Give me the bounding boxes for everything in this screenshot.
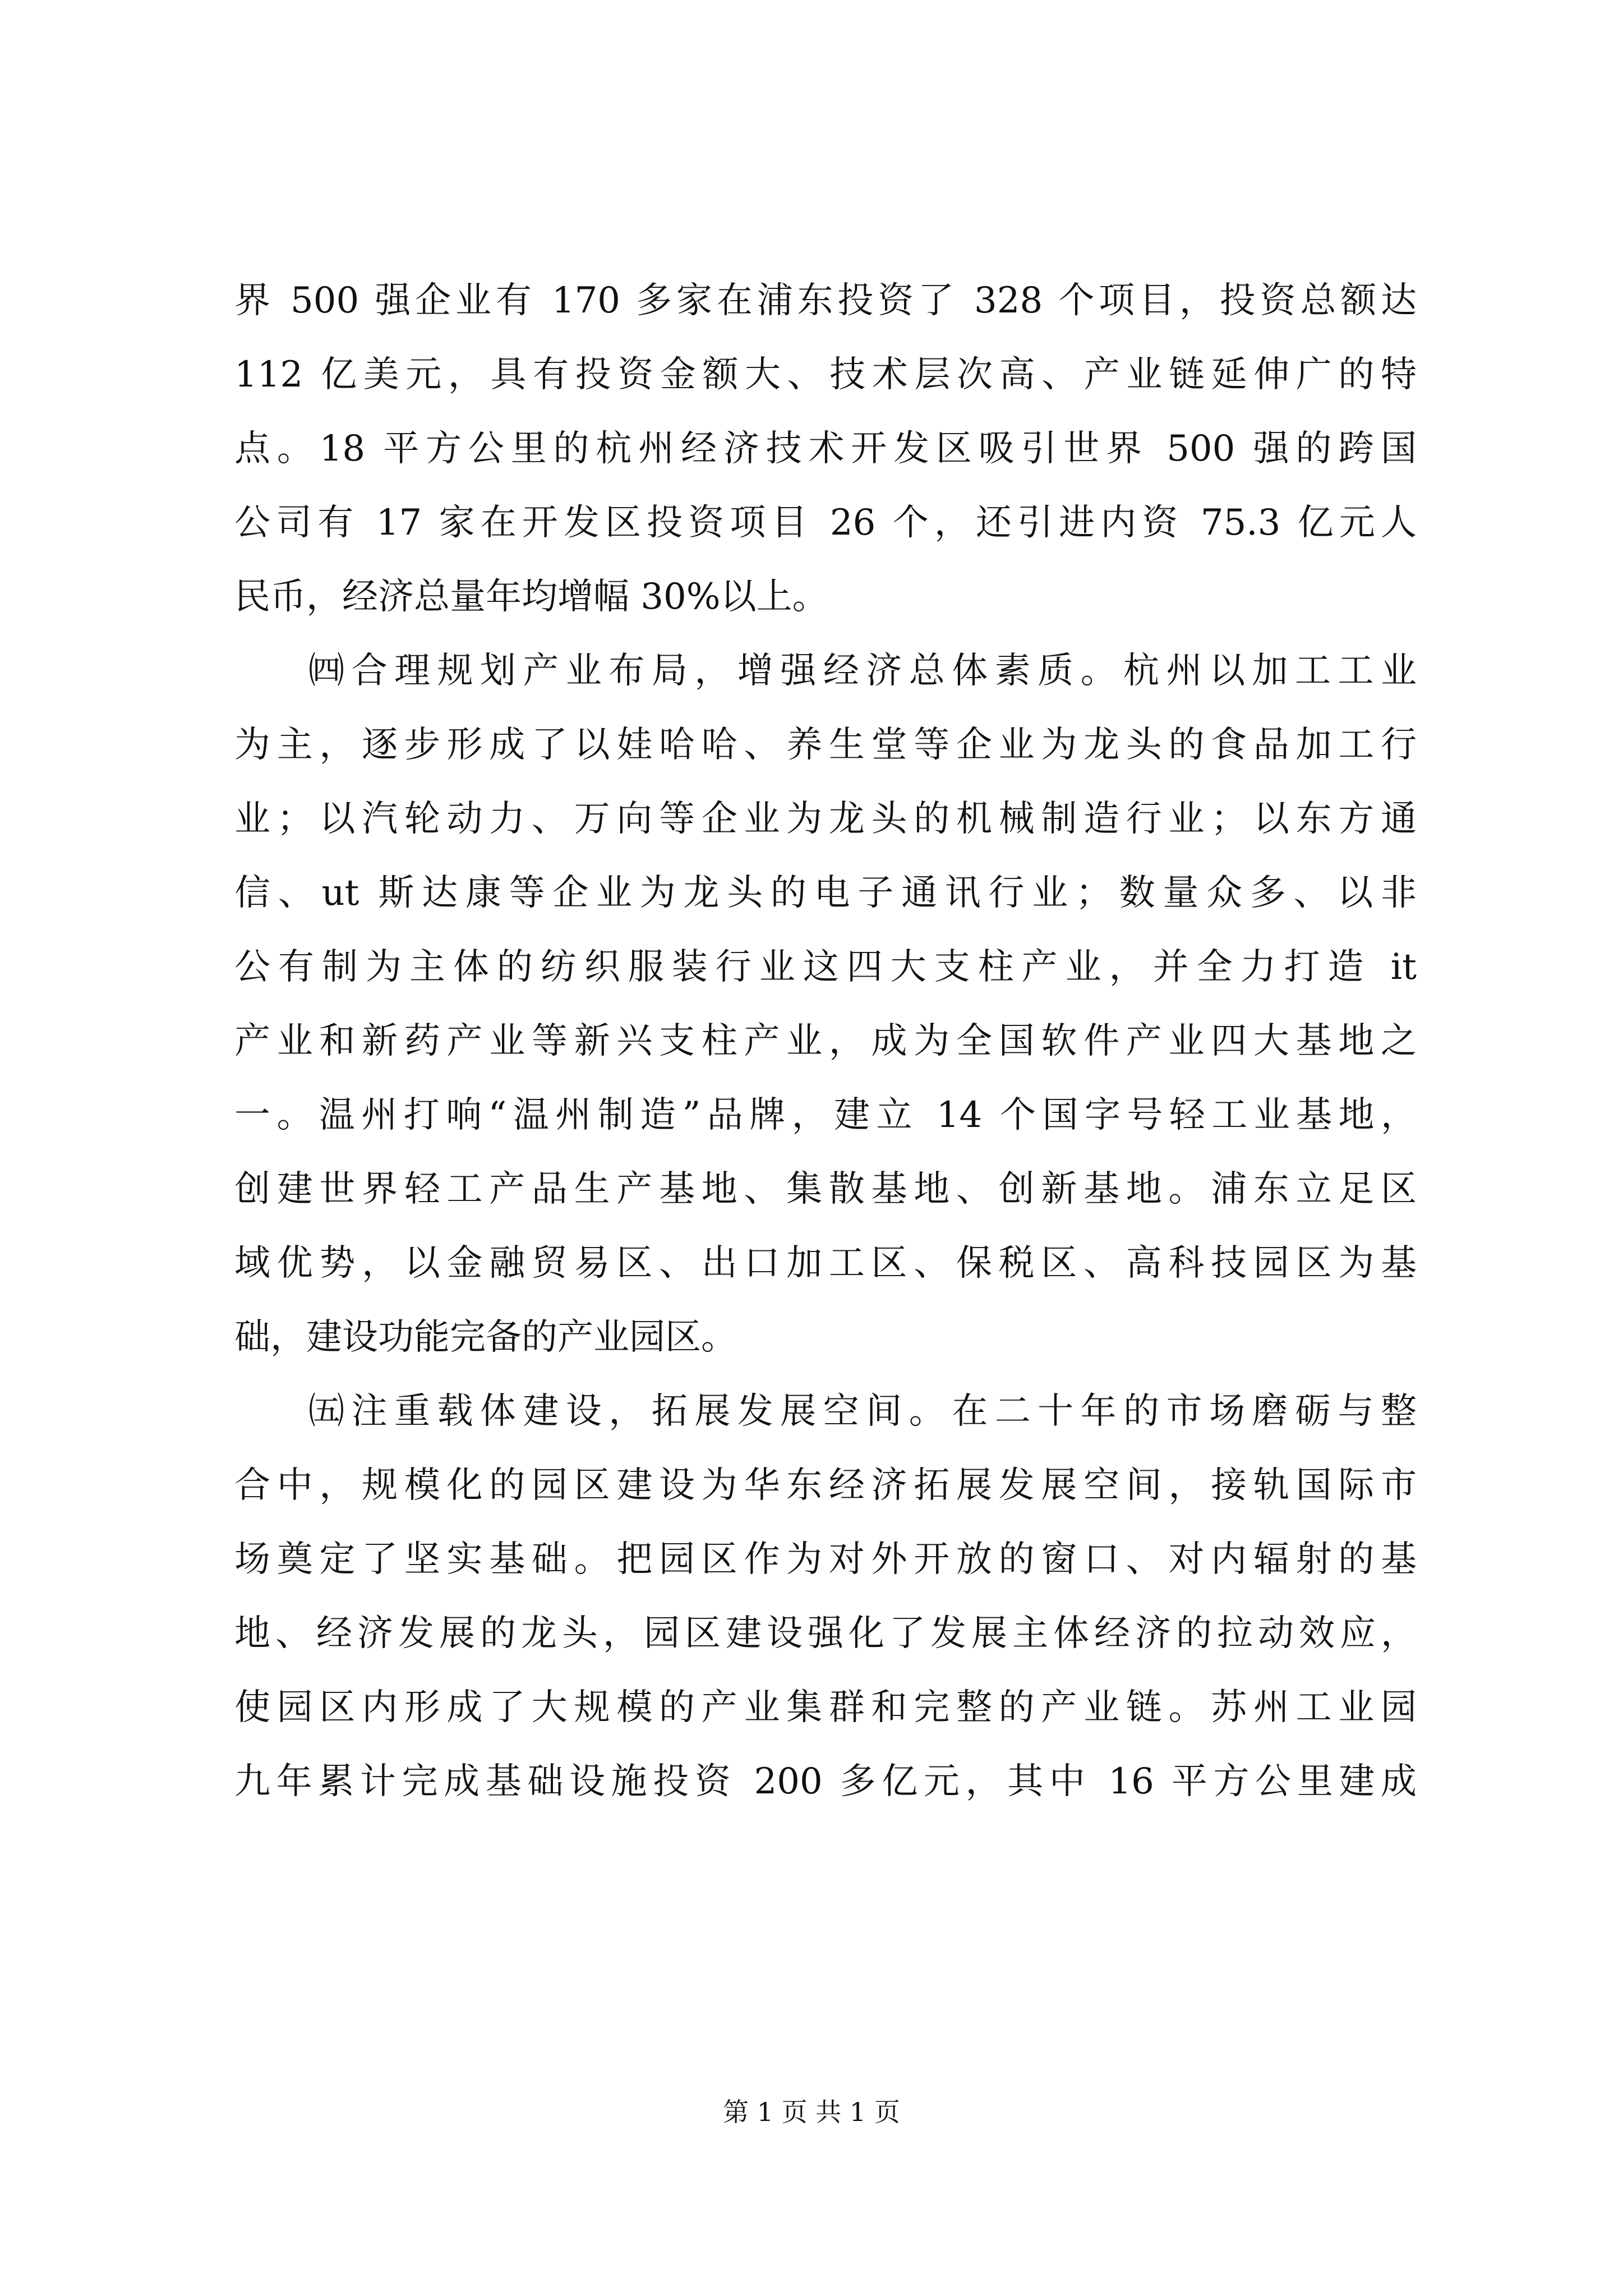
- text-line-4: 公司有 17 家在开发区投资项目 26 个，还引进内资 75.3 亿元人: [234, 502, 1417, 544]
- text-line-13: 创建世界轻工产品生产基地、集散基地、创新基地。浦东立足区: [234, 1168, 1417, 1210]
- page-footer: 第 1 页 共 1 页: [723, 2097, 900, 2127]
- text-line-12: 一。温州打响“温州制造”品牌，建立 14 个国字号轻工业基地，: [234, 1094, 1417, 1136]
- text-line-14: 域优势，以金融贸易区、出口加工区、保税区、高科技园区为基: [234, 1243, 1417, 1284]
- text-line-21: 九年累计完成基础设施投资 200 多亿元，其中 16 平方公里建成: [234, 1761, 1417, 1802]
- text-line-1: 界 500 强企业有 170 多家在浦东投资了 328 个项目，投资总额达: [234, 280, 1417, 321]
- text-line-10: 公有制为主体的纺织服装行业这四大支柱产业，并全力打造 it: [234, 946, 1417, 988]
- text-line-2: 112 亿美元，具有投资金额大、技术层次高、产业链延伸广的特: [234, 354, 1417, 395]
- section-4-heading-line: ㈣合理规划产业布局，增强经济总体素质。杭州以加工工业: [308, 650, 1417, 692]
- document-body: [234, 264, 1417, 1819]
- section-5-heading-line: ㈤注重载体建设，拓展发展空间。在二十年的市场磨砺与整: [308, 1391, 1417, 1432]
- text-line-11: 产业和新药产业等新兴支柱产业，成为全国软件产业四大基地之: [234, 1020, 1417, 1062]
- text-line-9: 信、ut 斯达康等企业为龙头的电子通讯行业；数量众多、以非: [234, 872, 1417, 914]
- text-line-17: 合中，规模化的园区建设为华东经济拓展发展空间，接轨国际市: [234, 1465, 1417, 1506]
- text-line-18: 场奠定了坚实基础。把园区作为对外开放的窗口、对内辐射的基: [234, 1539, 1417, 1580]
- text-line-3: 点。18 平方公里的杭州经济技术开发区吸引世界 500 强的跨国: [234, 428, 1417, 470]
- text-line-8: 业；以汽轮动力、万向等企业为龙头的机械制造行业；以东方通: [234, 798, 1417, 840]
- text-line-19: 地、经济发展的龙头，园区建设强化了发展主体经济的拉动效应，: [234, 1613, 1417, 1654]
- text-line-5: 民币，经济总量年均增幅 30%以上。: [234, 576, 828, 618]
- text-line-15: 础，建设功能完备的产业园区。: [234, 1317, 737, 1358]
- text-line-20: 使园区内形成了大规模的产业集群和完整的产业链。苏州工业园: [234, 1687, 1417, 1728]
- text-line-7: 为主，逐步形成了以娃哈哈、养生堂等企业为龙头的食品加工行: [234, 724, 1417, 766]
